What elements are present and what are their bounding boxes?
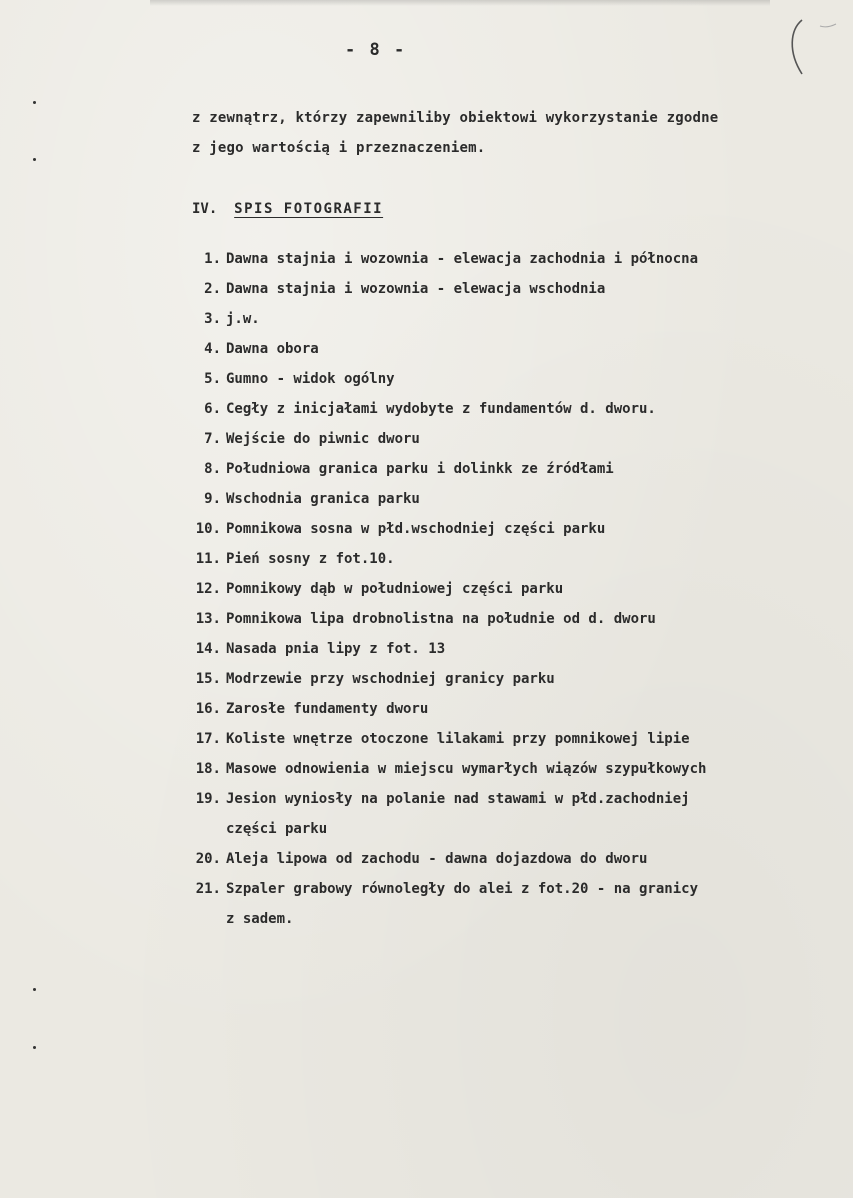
intro-line: z jego wartością i przeznaczeniem. bbox=[192, 140, 486, 156]
item-number: 8. bbox=[204, 461, 221, 477]
item-text: Pomnikowa sosna w płd.wschodniej części parku bbox=[226, 521, 606, 537]
list-item bbox=[0, 454, 853, 484]
item-number: 19. bbox=[195, 791, 221, 807]
list-item bbox=[0, 574, 853, 604]
item-text: Pomnikowy dąb w południowej części parku bbox=[226, 581, 564, 597]
section-title: SPIS FOTOGRAFII bbox=[234, 201, 384, 217]
list-item bbox=[0, 724, 853, 754]
list-item bbox=[0, 364, 853, 394]
item-number: 17. bbox=[195, 731, 221, 747]
list-item bbox=[0, 604, 853, 634]
list-item bbox=[0, 544, 853, 574]
item-number: 6. bbox=[204, 401, 221, 417]
item-number: 1. bbox=[204, 251, 221, 267]
item-number: 9. bbox=[204, 491, 221, 507]
list-item bbox=[0, 424, 853, 454]
item-text: Cegły z inicjałami wydobyte z fundamentów d. dworu. bbox=[226, 401, 656, 417]
item-number: 12. bbox=[195, 581, 221, 597]
item-text: Dawna stajnia i wozownia - elewacja zachodnia i północna bbox=[226, 251, 699, 267]
item-text: Zarosłe fundamenty dworu bbox=[226, 701, 429, 717]
item-text: Pomnikowa lipa drobnolistna na południe od d. dworu bbox=[226, 611, 656, 627]
item-text: Dawna obora bbox=[226, 341, 319, 357]
scan-top-edge bbox=[150, 0, 770, 6]
item-text: Gumno - widok ogólny bbox=[226, 371, 395, 387]
list-item bbox=[0, 874, 853, 934]
item-text: Jesion wyniosły na polanie nad stawami w płd.zachodniej części parku bbox=[226, 791, 690, 837]
item-number: 11. bbox=[195, 551, 221, 567]
list-item bbox=[0, 484, 853, 514]
list-item bbox=[0, 274, 853, 304]
item-number: 5. bbox=[204, 371, 221, 387]
margin-dot bbox=[33, 988, 36, 991]
list-item bbox=[0, 784, 853, 844]
item-text: Masowe odnowienia w miejscu wymarłych wiązów szypułkowych bbox=[226, 761, 707, 777]
item-number: 2. bbox=[204, 281, 221, 297]
item-text: j.w. bbox=[226, 311, 260, 327]
list-item bbox=[0, 754, 853, 784]
item-text: Koliste wnętrze otoczone lilakami przy pomnikowej lipie bbox=[226, 731, 690, 747]
intro-line: z zewnątrz, którzy zapewniliby obiektowi wykorzystanie zgodne bbox=[192, 110, 719, 126]
item-text: Aleja lipowa od zachodu - dawna dojazdowa do dworu bbox=[226, 851, 648, 867]
item-number: 16. bbox=[195, 701, 221, 717]
item-text: Szpaler grabowy równoległy do alei z fot.20 - na granicy z sadem. bbox=[226, 881, 699, 927]
list-item bbox=[0, 244, 853, 274]
item-number: 20. bbox=[195, 851, 221, 867]
item-text: Wschodnia granica parku bbox=[226, 491, 420, 507]
list-item bbox=[0, 394, 853, 424]
item-text: Pień sosny z fot.10. bbox=[226, 551, 395, 567]
list-item bbox=[0, 334, 853, 364]
item-number: 3. bbox=[204, 311, 221, 327]
item-number: 14. bbox=[195, 641, 221, 657]
item-number: 10. bbox=[195, 521, 221, 537]
item-text: Modrzewie przy wschodniej granicy parku bbox=[226, 671, 555, 687]
item-number: 4. bbox=[204, 341, 221, 357]
list-item bbox=[0, 664, 853, 694]
section-heading bbox=[192, 194, 383, 224]
photo-list bbox=[0, 244, 853, 934]
margin-dot bbox=[33, 101, 36, 104]
list-item bbox=[0, 844, 853, 874]
item-text: Wejście do piwnic dworu bbox=[226, 431, 420, 447]
list-item bbox=[0, 634, 853, 664]
list-item bbox=[0, 304, 853, 334]
section-numeral: IV. bbox=[192, 201, 218, 217]
item-number: 15. bbox=[195, 671, 221, 687]
item-number: 7. bbox=[204, 431, 221, 447]
list-item bbox=[0, 514, 853, 544]
margin-dot bbox=[33, 158, 36, 161]
pencil-mark-icon bbox=[780, 12, 840, 82]
item-text: Nasada pnia lipy z fot. 13 bbox=[226, 641, 446, 657]
item-text: Południowa granica parku i dolinkk ze źródłami bbox=[226, 461, 614, 477]
item-number: 21. bbox=[195, 881, 221, 897]
item-number: 18. bbox=[195, 761, 221, 777]
item-text: Dawna stajnia i wozownia - elewacja wschodnia bbox=[226, 281, 606, 297]
page-number: - 8 - bbox=[345, 40, 407, 60]
margin-dot bbox=[33, 1046, 36, 1049]
item-number: 13. bbox=[195, 611, 221, 627]
list-item bbox=[0, 694, 853, 724]
